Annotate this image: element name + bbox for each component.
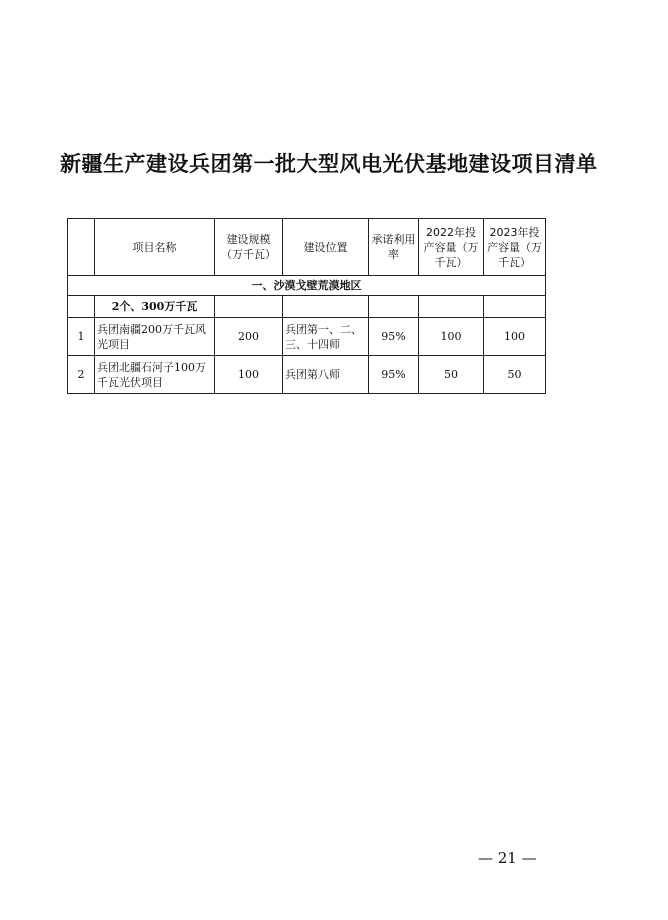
capacity-2022: 50 [419, 356, 484, 394]
page-number: — 21 — [478, 849, 537, 867]
header-cell: 2022年投产容量（万千瓦） [419, 219, 484, 276]
header-cell: 建设位置 [283, 219, 369, 276]
project-name: 兵团南疆200万千瓦风光项目 [95, 318, 215, 356]
header-cell: 2023年投产容量（万千瓦） [484, 219, 546, 276]
scale: 100 [215, 356, 283, 394]
subtotal-row [68, 296, 546, 318]
table-header-row [68, 219, 546, 276]
project-table [67, 218, 546, 394]
scale: 200 [215, 318, 283, 356]
table-row [68, 356, 546, 394]
location: 兵团第一、二、三、十四师 [283, 318, 369, 356]
project-name: 兵团北疆石河子100万千瓦光伏项目 [95, 356, 215, 394]
utilization-rate: 95% [369, 356, 419, 394]
header-cell: 承诺利用率 [369, 219, 419, 276]
header-cell: 建设规模（万千瓦） [215, 219, 283, 276]
header-cell [68, 219, 95, 276]
capacity-2023: 50 [484, 356, 546, 394]
location: 兵团第八师 [283, 356, 369, 394]
capacity-2023: 100 [484, 318, 546, 356]
table-row [68, 318, 546, 356]
utilization-rate: 95% [369, 318, 419, 356]
document-title: 新疆生产建设兵团第一批大型风电光伏基地建设项目清单 [60, 151, 598, 176]
capacity-2022: 100 [419, 318, 484, 356]
header-cell: 项目名称 [95, 219, 215, 276]
row-number: 2 [68, 356, 95, 394]
section-title: 一、沙漠戈壁荒漠地区 [68, 276, 546, 296]
section-row [68, 276, 546, 296]
row-number: 1 [68, 318, 95, 356]
subtotal-label: 2个、300万千瓦 [95, 296, 215, 318]
